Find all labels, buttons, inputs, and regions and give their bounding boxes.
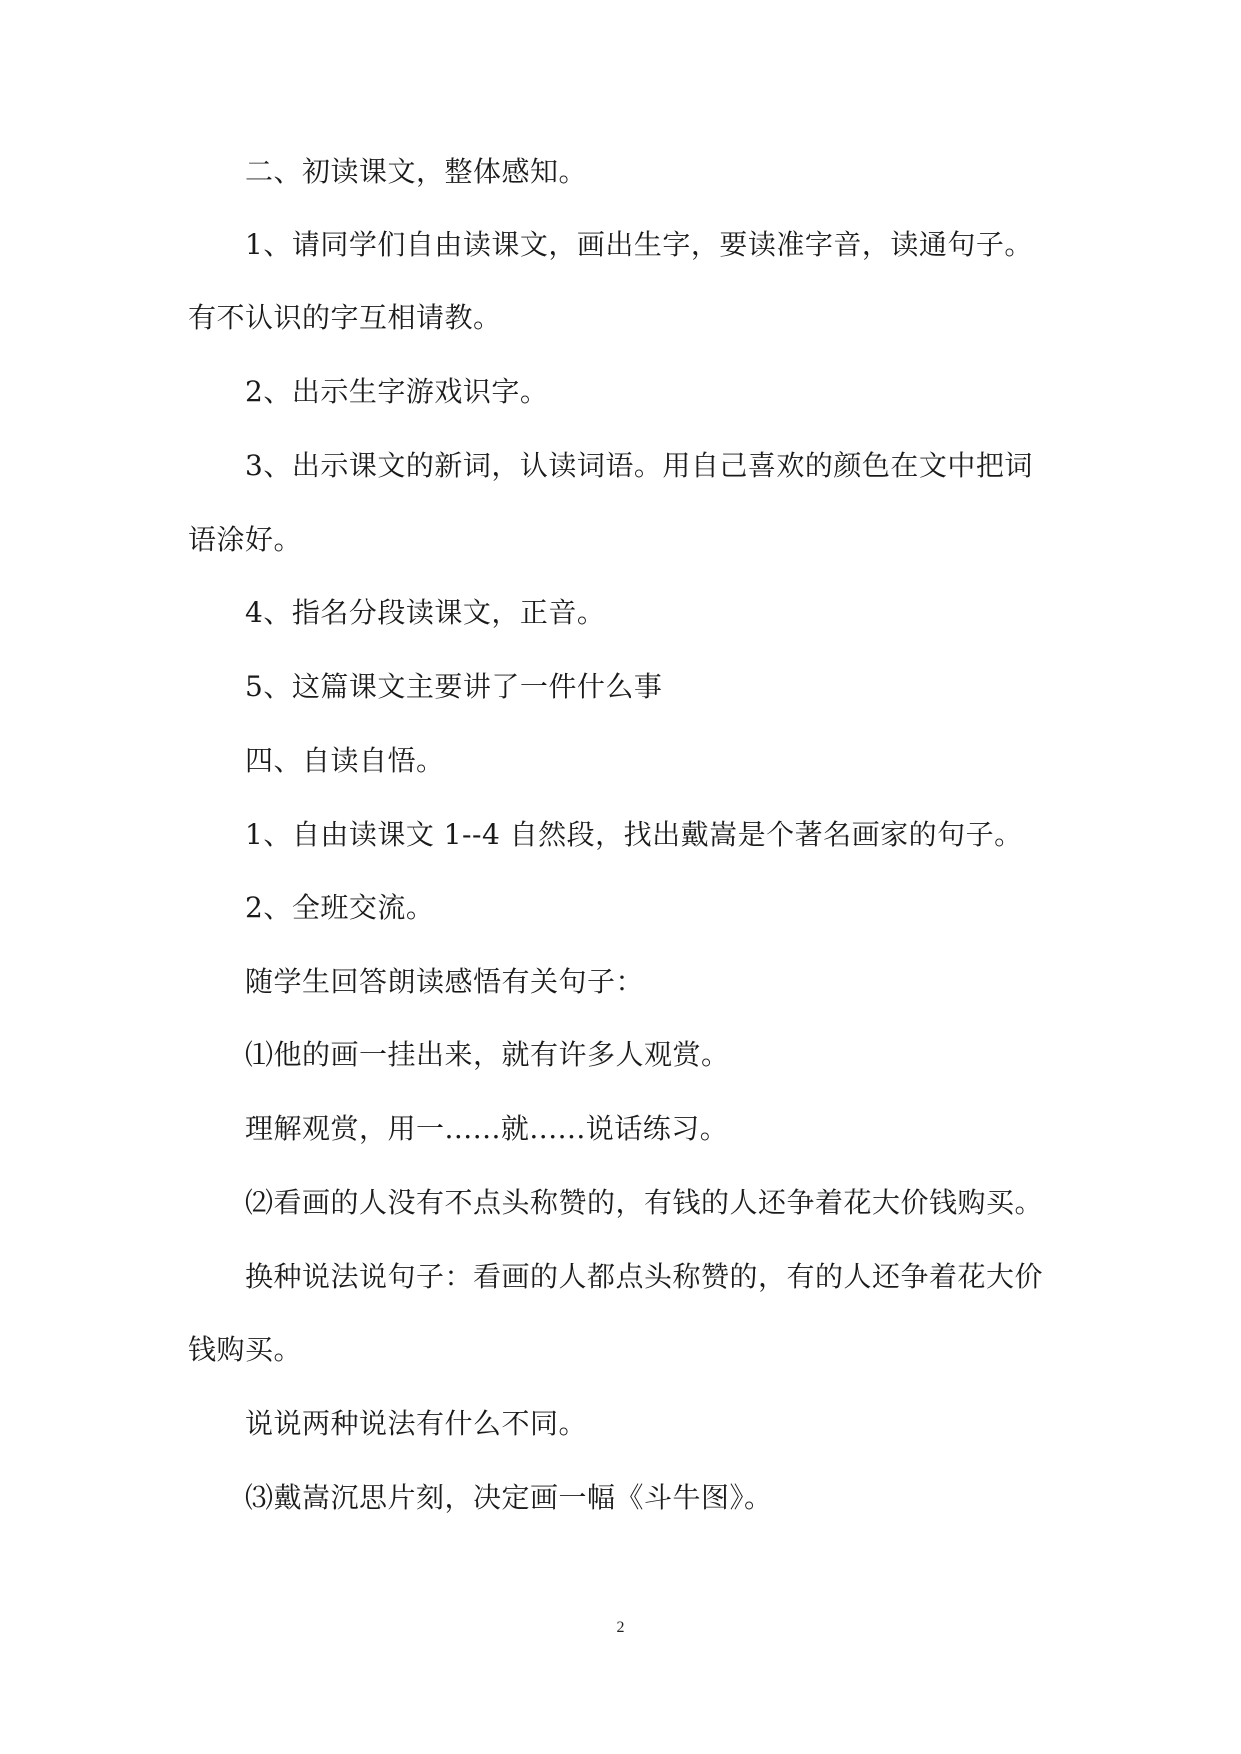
paragraph-line: 理解观赏，用一......就......说话练习。 xyxy=(245,1112,729,1145)
paragraph-line: 5、这篇课文主要讲了一件什么事 xyxy=(245,670,663,703)
paragraph-line: 2、全班交流。 xyxy=(245,891,435,924)
paragraph-line: 1、自由读课文 1--4 自然段，找出戴嵩是个著名画家的句子。 xyxy=(245,818,1023,851)
page-number: 2 xyxy=(616,1619,625,1636)
paragraph-line: 随学生回答朗读感悟有关句子： xyxy=(245,965,645,998)
paragraph-line: ⑵看画的人没有不点头称赞的，有钱的人还争着花大价钱购买。 xyxy=(245,1186,1044,1219)
paragraph-line: 钱购买。 xyxy=(188,1333,303,1366)
paragraph-line: 语涂好。 xyxy=(188,523,303,556)
section-heading-self-study: 四、自读自悟。 xyxy=(245,744,445,777)
paragraph-line: 2、出示生字游戏识字。 xyxy=(245,375,549,408)
paragraph-line: 换种说法说句子：看画的人都点头称赞的，有的人还争着花大价 xyxy=(245,1260,1044,1293)
paragraph-line: 说说两种说法有什么不同。 xyxy=(245,1407,588,1440)
paragraph-line: 有不认识的字互相请教。 xyxy=(188,301,502,334)
paragraph-line: 3、出示课文的新词，认读词语。用自己喜欢的颜色在文中把词 xyxy=(245,449,1033,482)
paragraph-line: 4、指名分段读课文，正音。 xyxy=(245,596,606,629)
paragraph-line: 1、请同学们自由读课文，画出生字，要读准字音，读通句子。 xyxy=(245,228,1033,261)
section-heading-reading: 二、初读课文，整体感知。 xyxy=(245,155,588,188)
paragraph-line: ⑴他的画一挂出来，就有许多人观赏。 xyxy=(245,1038,730,1071)
paragraph-line: ⑶戴嵩沉思片刻，决定画一幅《斗牛图》。 xyxy=(245,1481,773,1514)
